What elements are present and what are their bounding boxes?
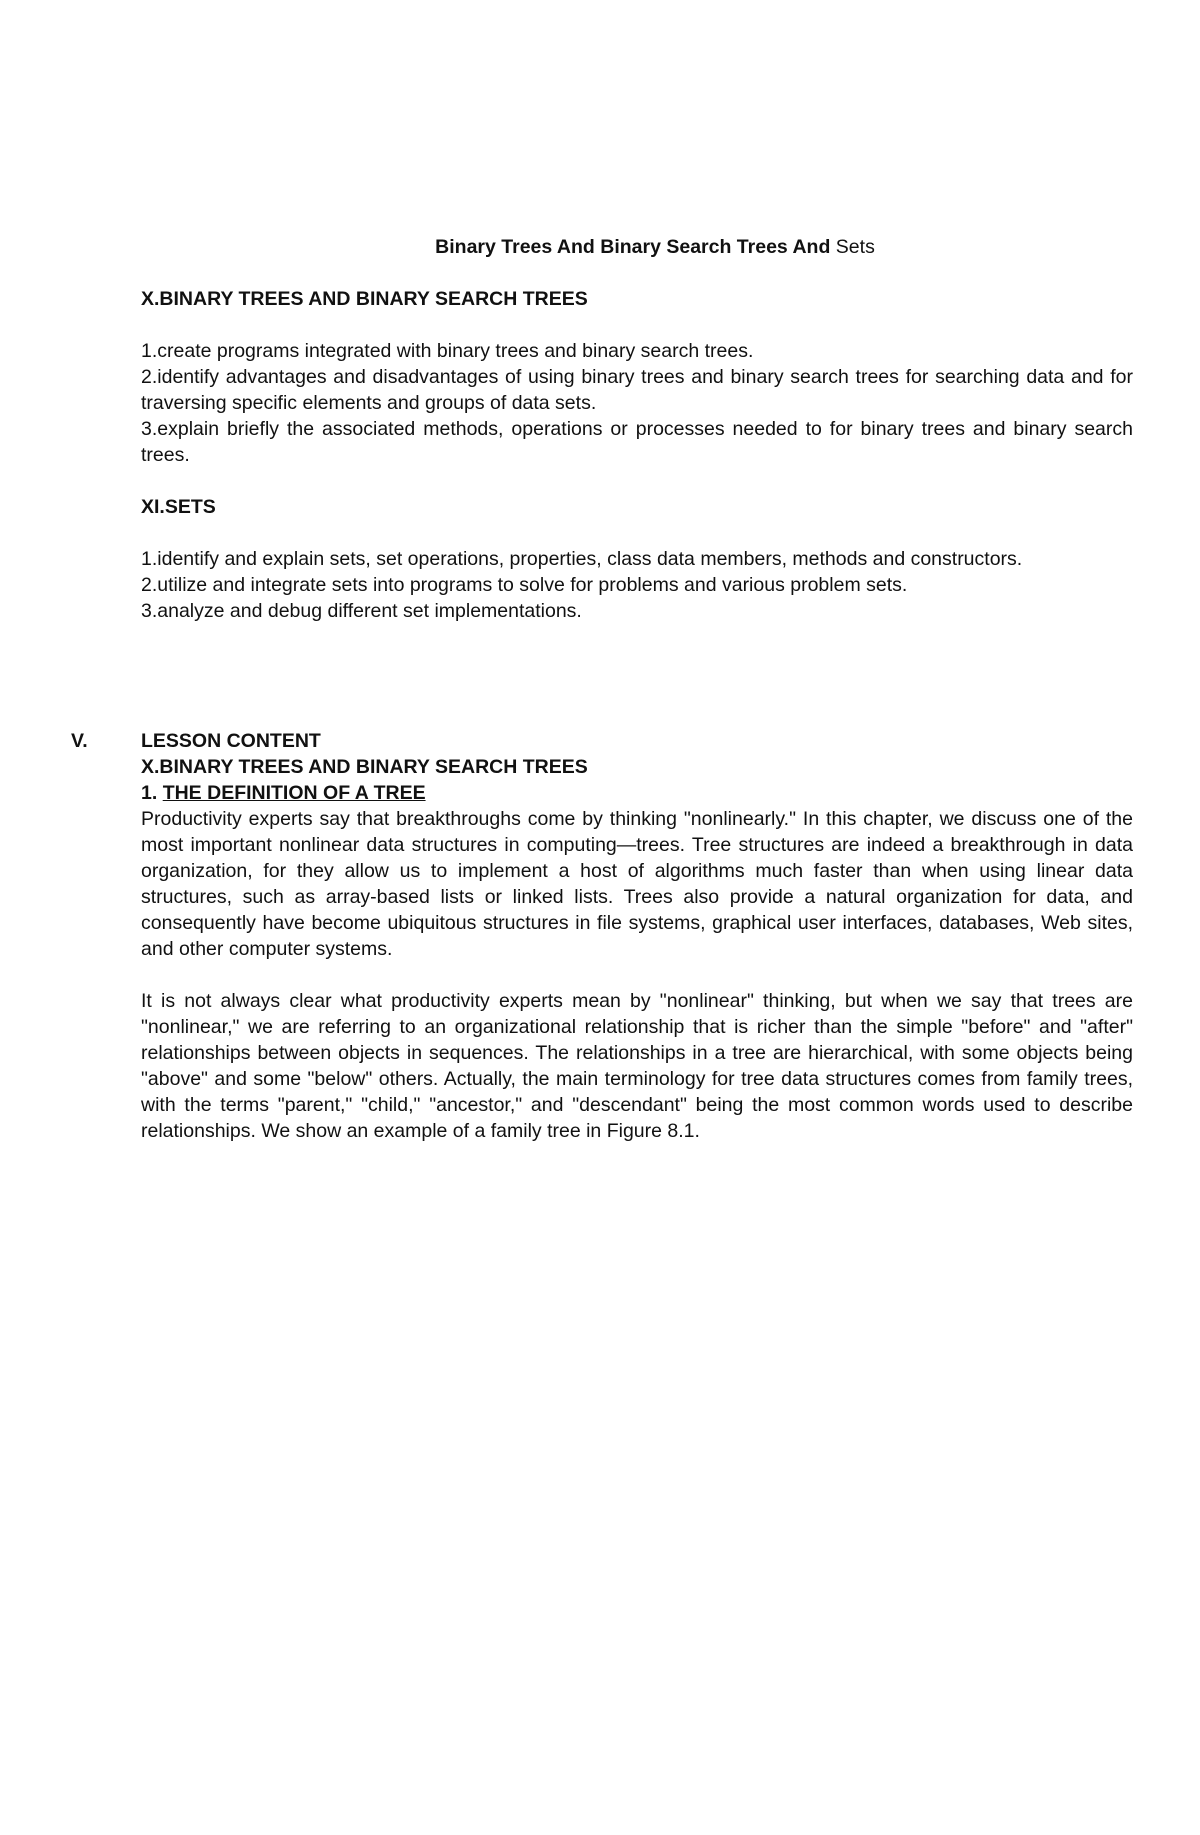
spacer [141,312,1133,338]
section-x-heading: X.BINARY TREES AND BINARY SEARCH TREES [141,288,588,310]
section-xi-item-2: 2.utilize and integrate sets into programs to solve for problems and various problem sets. [141,574,908,596]
spacer [141,624,1133,728]
document-title-normal: Sets [835,236,875,258]
lesson-heading: LESSON CONTENT [141,730,321,752]
spacer [141,260,1133,286]
lesson-content-section [71,728,1133,1144]
section-xi-item-3: 3.analyze and debug different set implementations. [141,600,582,622]
section-x-item-1: 1.create programs integrated with binary trees and binary search trees. [141,340,754,362]
section-x-item-2: 2.identify advantages and disadvantages of using binary trees and binary search trees for searching data and for traversing specific elements and groups of data sets. [141,366,1133,414]
section-xi-heading: XI.SETS [141,496,216,518]
lesson-paragraph-1: Productivity experts say that breakthroughs come by thinking "nonlinearly." In this chapter, we discuss one of the most important nonlinear data structures in computing—trees. Tree structures are indeed a breakthrough in data organization, for they allow us to implement a host of algorithms much faster than when using linear data structures, such as array-based lists or linked lists. Trees also provide a natural organization for data, and consequently have become ubiquitous structures in file systems, graphical user interfaces, databases, Web sites, and other computer systems. [141,808,1133,960]
document-title-bold: Binary Trees And Binary Search Trees And [435,236,831,258]
lesson-numeral: V. [71,730,88,752]
section-x-item-3: 3.explain briefly the associated methods, operations or processes needed to for binary trees and binary search trees. [141,418,1133,466]
lesson-paragraph-2: It is not always clear what productivity experts mean by "nonlinear" thinking, but when we say that trees are "nonlinear," we are referring to an organizational relationship that is richer than the simple "before" and "after" relationships between objects in sequences. The relationships in a tree are hierarchical, with some objects being "above" and some "below" others. Actually, the main terminology for tree data structures comes from family trees, with the terms "parent," "child," "ancestor," and "descendant" being the most common words used to describe relationships. We show an example of a family tree in Figure 8.1. [141,990,1133,1142]
spacer [141,520,1133,546]
lesson-subheading: X.BINARY TREES AND BINARY SEARCH TREES [141,756,588,778]
lesson-topic-title: THE DEFINITION OF A TREE [162,782,426,804]
spacer [141,468,1133,494]
document-body [71,234,1133,1144]
lesson-topic-heading [141,780,1133,806]
section-xi-item-1: 1.identify and explain sets, set operations, properties, class data members, methods and constructors. [141,548,1023,570]
spacer [141,962,1133,988]
document-title [141,234,1133,260]
lesson-topic-number: 1. [141,782,158,804]
